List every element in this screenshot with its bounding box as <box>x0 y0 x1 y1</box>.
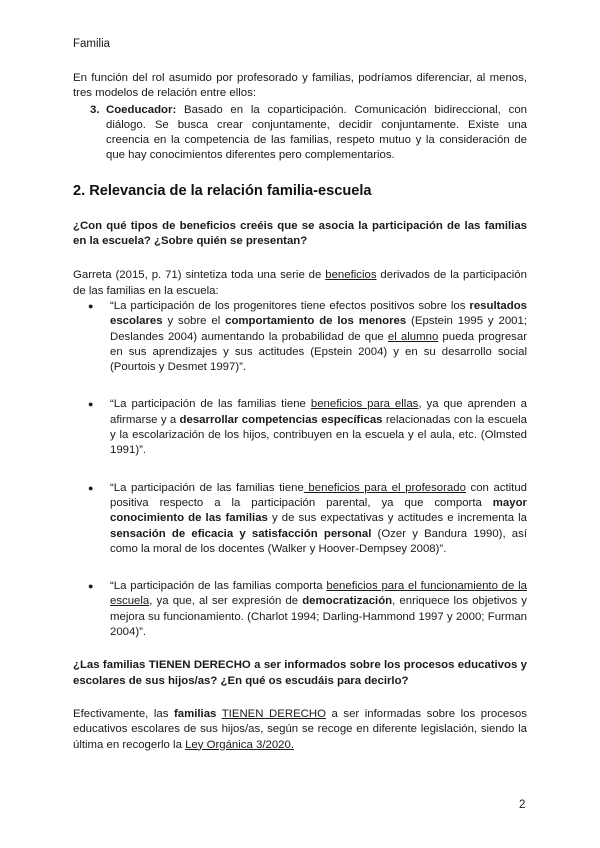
benefit-text: con actitud positiva respecto a la participación parental, ya que comporta <box>110 481 528 509</box>
benefits-list <box>73 299 527 640</box>
benefit-bold: mayor conocimiento de las familias <box>110 496 527 525</box>
answer-underlined: TIENEN DERECHO <box>221 707 326 720</box>
answer-text: a ser informadas sobre los procesos educativos escolares de sus hijos/as, según se recoge en diferente legislación, siendo la última en recogerlo la <box>73 707 527 751</box>
benefits-intro <box>73 268 527 299</box>
benefit-text: (Epstein 1995 y 2001; Deslandes 2004) aumentando la probabilidad de que <box>110 315 527 343</box>
question-benefits: ¿Con qué tipos de beneficios creéis que se asocia la participación de las familias en la escuela? ¿Sobre quién se presentan? <box>73 219 527 248</box>
list-item-coeducador <box>73 103 527 164</box>
list-number: 3. <box>90 103 100 116</box>
benefit-underlined: beneficios para ellas <box>310 398 419 411</box>
benefit-bold: democratización <box>302 595 393 608</box>
benefit-underlined: el alumno <box>387 330 439 343</box>
benefit-bold: comportamiento de los menores <box>225 315 407 328</box>
intro-paragraph: En función del rol asumido por profesorado y familias, podríamos diferenciar, al menos, tres modelos de relación entre ellos: <box>73 72 527 100</box>
bullet-icon: ● <box>88 482 94 493</box>
answer-paragraph <box>73 707 527 753</box>
list-item <box>73 579 527 640</box>
benefit-text: y de sus expectativas y actitudes e incrementa la <box>267 512 527 525</box>
benefit-text: pueda progresar en sus aprendizajes y sus actitudes (Epstein 2004) y en su desarrollo social (Pourtois y Desmet 1997)”. <box>110 330 527 374</box>
bullet-icon: ● <box>88 399 94 410</box>
benefit-bold: desarrollar competencias específicas <box>179 413 383 426</box>
ley-organica-link[interactable]: Ley Orgánica 3/2020. <box>185 738 294 751</box>
beneficios-link[interactable]: beneficios <box>325 269 377 282</box>
benefits-intro-text-end: derivados de la participación de las familias en la escuela: <box>73 269 527 297</box>
benefit-text: “La participación de las familias comporta <box>110 580 327 593</box>
benefit-text: , ya que, al ser expresión de <box>149 595 303 608</box>
document-body <box>73 71 527 753</box>
list-item <box>73 299 527 375</box>
benefit-text: “La participación de las familias tiene <box>110 398 311 411</box>
model-description: Basado en la coparticipación. Comunicación bidireccional, con diálogo. Se busca crear conjuntamente, decidir conjuntamente. Existe una creencia en la competencia de las familias, respeto mutuo y la consideración de que hay conocimientos diferentes pero complementarios. <box>106 103 527 162</box>
model-term: Coeducador: <box>106 103 177 116</box>
benefit-bold: resultados escolares <box>110 299 527 328</box>
answer-text: Efectivamente, las <box>73 707 174 720</box>
page-header-title: Familia <box>73 38 111 50</box>
question-rights: ¿Las familias TIENEN DERECHO a ser informados sobre los procesos educativos y escolares de sus hijos/as? ¿En qué os escudáis para decirlo? <box>73 659 527 687</box>
page-number: 2 <box>519 799 526 811</box>
benefit-text: (Ozer y Bandura 1990), así como la moral de los docentes (Walker y Hoover-Dempsey 2008)”. <box>110 527 527 555</box>
benefit-text: y sobre el <box>162 315 226 328</box>
benefit-text: relacionadas con la escuela y la escolarización de los hijos, contribuyen en la escuela y el aula, etc. (Olmsted 1991)”. <box>110 413 528 457</box>
benefit-underlined: beneficios para el profesorado <box>303 481 466 494</box>
benefit-bold: sensación de eficacia y satisfacción personal <box>110 527 372 540</box>
benefit-text: “La participación de las familias tiene <box>110 481 304 494</box>
benefit-underlined: beneficios para el funcionamiento de la escuela <box>110 580 527 608</box>
answer-bold: familias <box>173 707 217 720</box>
list-item <box>73 397 527 458</box>
benefits-intro-text: Garreta (2015, p. 71) sintetiza toda una serie de <box>73 269 326 282</box>
list-item <box>73 481 527 557</box>
benefit-text: “La participación de los progenitores tiene efectos positivos sobre los <box>110 299 470 312</box>
benefit-text: , ya que aprenden a afirmarse y a <box>110 398 527 426</box>
bullet-icon: ● <box>88 300 94 311</box>
section-heading: 2. Relevancia de la relación familia-escuela <box>73 182 372 199</box>
bullet-icon: ● <box>88 581 94 592</box>
relation-models-list <box>73 103 527 164</box>
benefit-text: , enriquece los objetivos y mejora su funcionamiento. (Charlot 1994; Darling-Hammond 1997 y 2000; Furman 2004)”. <box>110 595 527 639</box>
